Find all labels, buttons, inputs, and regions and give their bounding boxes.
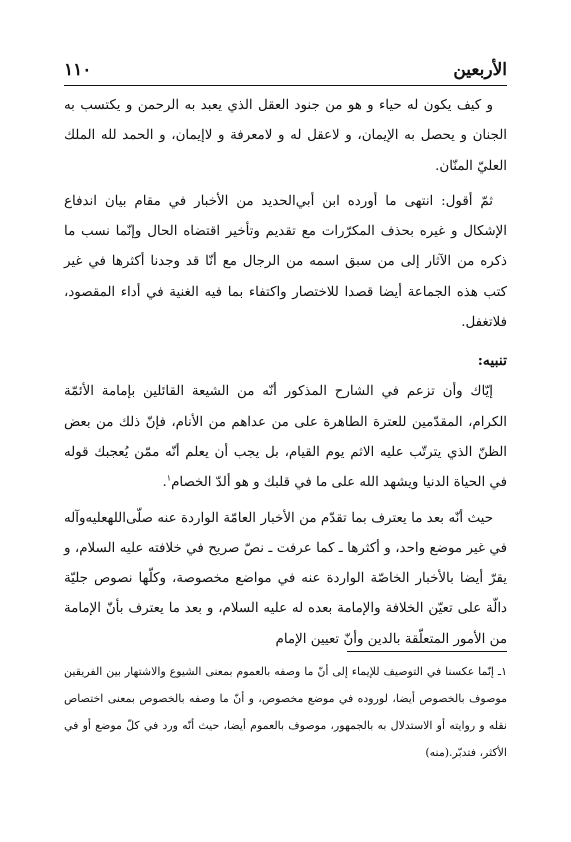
main-text	[64, 91, 507, 655]
footnote-reference[interactable]: ١	[166, 473, 172, 483]
footnote-text: ١ـ إنّما عكسنا في التوصيف للإيماء إلى أنّ ما وصفه بالعموم بمعنى الشيوع والاشتهار بين الفريقين موصوف بالخصوص أيضا، لوروده في موضع مخصوص، و أنّ ما وصفه بالخصوص بمعنى اختصاص نقله و روايته أو الاستدلال به بالجمهور، موصوف بالعموم أيضا، حيث أنّه ورد في كلّ موضع أو في الأكثر، فتدبّر.(منه)	[64, 665, 507, 759]
paragraph: حيث أنّه بعد ما يعترف بما تقدّم من الأخبار العامّة الواردة عنه صلّى‌اللهعليه‌وآله في غير موضع واحد، و أكثرها ـ كما عرفت ـ نصّ صريح في خلافته عليه السلام، و يقرّ أيضا بالأخبار الخاصّة الواردة عنه في مواضع مخصوصة، وكلّها نصوص جليّة دالّة على تعيّن الخلافة والإمامة بعده له عليه السلام، و بعد ما يعترف بأنّ الإمامة من الأمور المتعلّقة بالدين وأنّ تعيين الإمام	[64, 510, 507, 647]
paragraph-text: إيّاك وأن تزعم في الشارح المذكور أنّه من الشيعة القائلين بإمامة الأئمّة الكرام، المقدّمين للعترة الطاهرة على من عداهم من الأنام، فإنّ ذلك من بعض الظنّ الذي يترتّب عليه الاثم يوم القيام، بل يجب أن يعلم أنّه ممّن يُعجبك قوله في الحياة الدنيا ويشهد الله على ما في قلبك و هو ألدّ الخصام	[64, 384, 507, 491]
paragraph: ثمّ أقول: انتهى ما أورده ابن أبي‌الحديد من الأخبار في مقام بيان اندفاع الإشكال و غيره بحذف المكرّرات مع تقديم وتأخير اقتضاه الحال وإنّما نسب ما ذكره من الآثار إلى من سبق اسمه من الرجال مع أنّا قد وجدنا أكثرها في غير كتب هذه الجماعة أيضا قصدا للاختصار واكتفاء بما فيه الغنية في أداء المقصود، فلاتغفل.	[64, 193, 507, 331]
paragraph	[64, 377, 507, 498]
paragraph-end: .	[162, 475, 167, 491]
header-rule	[64, 85, 507, 86]
footnote	[64, 658, 507, 766]
running-title: الأربعين	[453, 60, 507, 80]
page-header	[64, 60, 507, 82]
section-heading: تنبيه:	[477, 353, 507, 370]
page-number: ١١٠	[64, 60, 92, 80]
footnote-separator	[347, 651, 507, 652]
paragraph: و كيف يكون له حياء و هو من جنود العقل الذي يعبد به الرحمن و يكتسب به الجنان و يحصل به الإيمان، و لاعقل له و لامعرفة و لاإيمان، و الحمد لله الملك العليّ المنّان.	[64, 98, 507, 174]
